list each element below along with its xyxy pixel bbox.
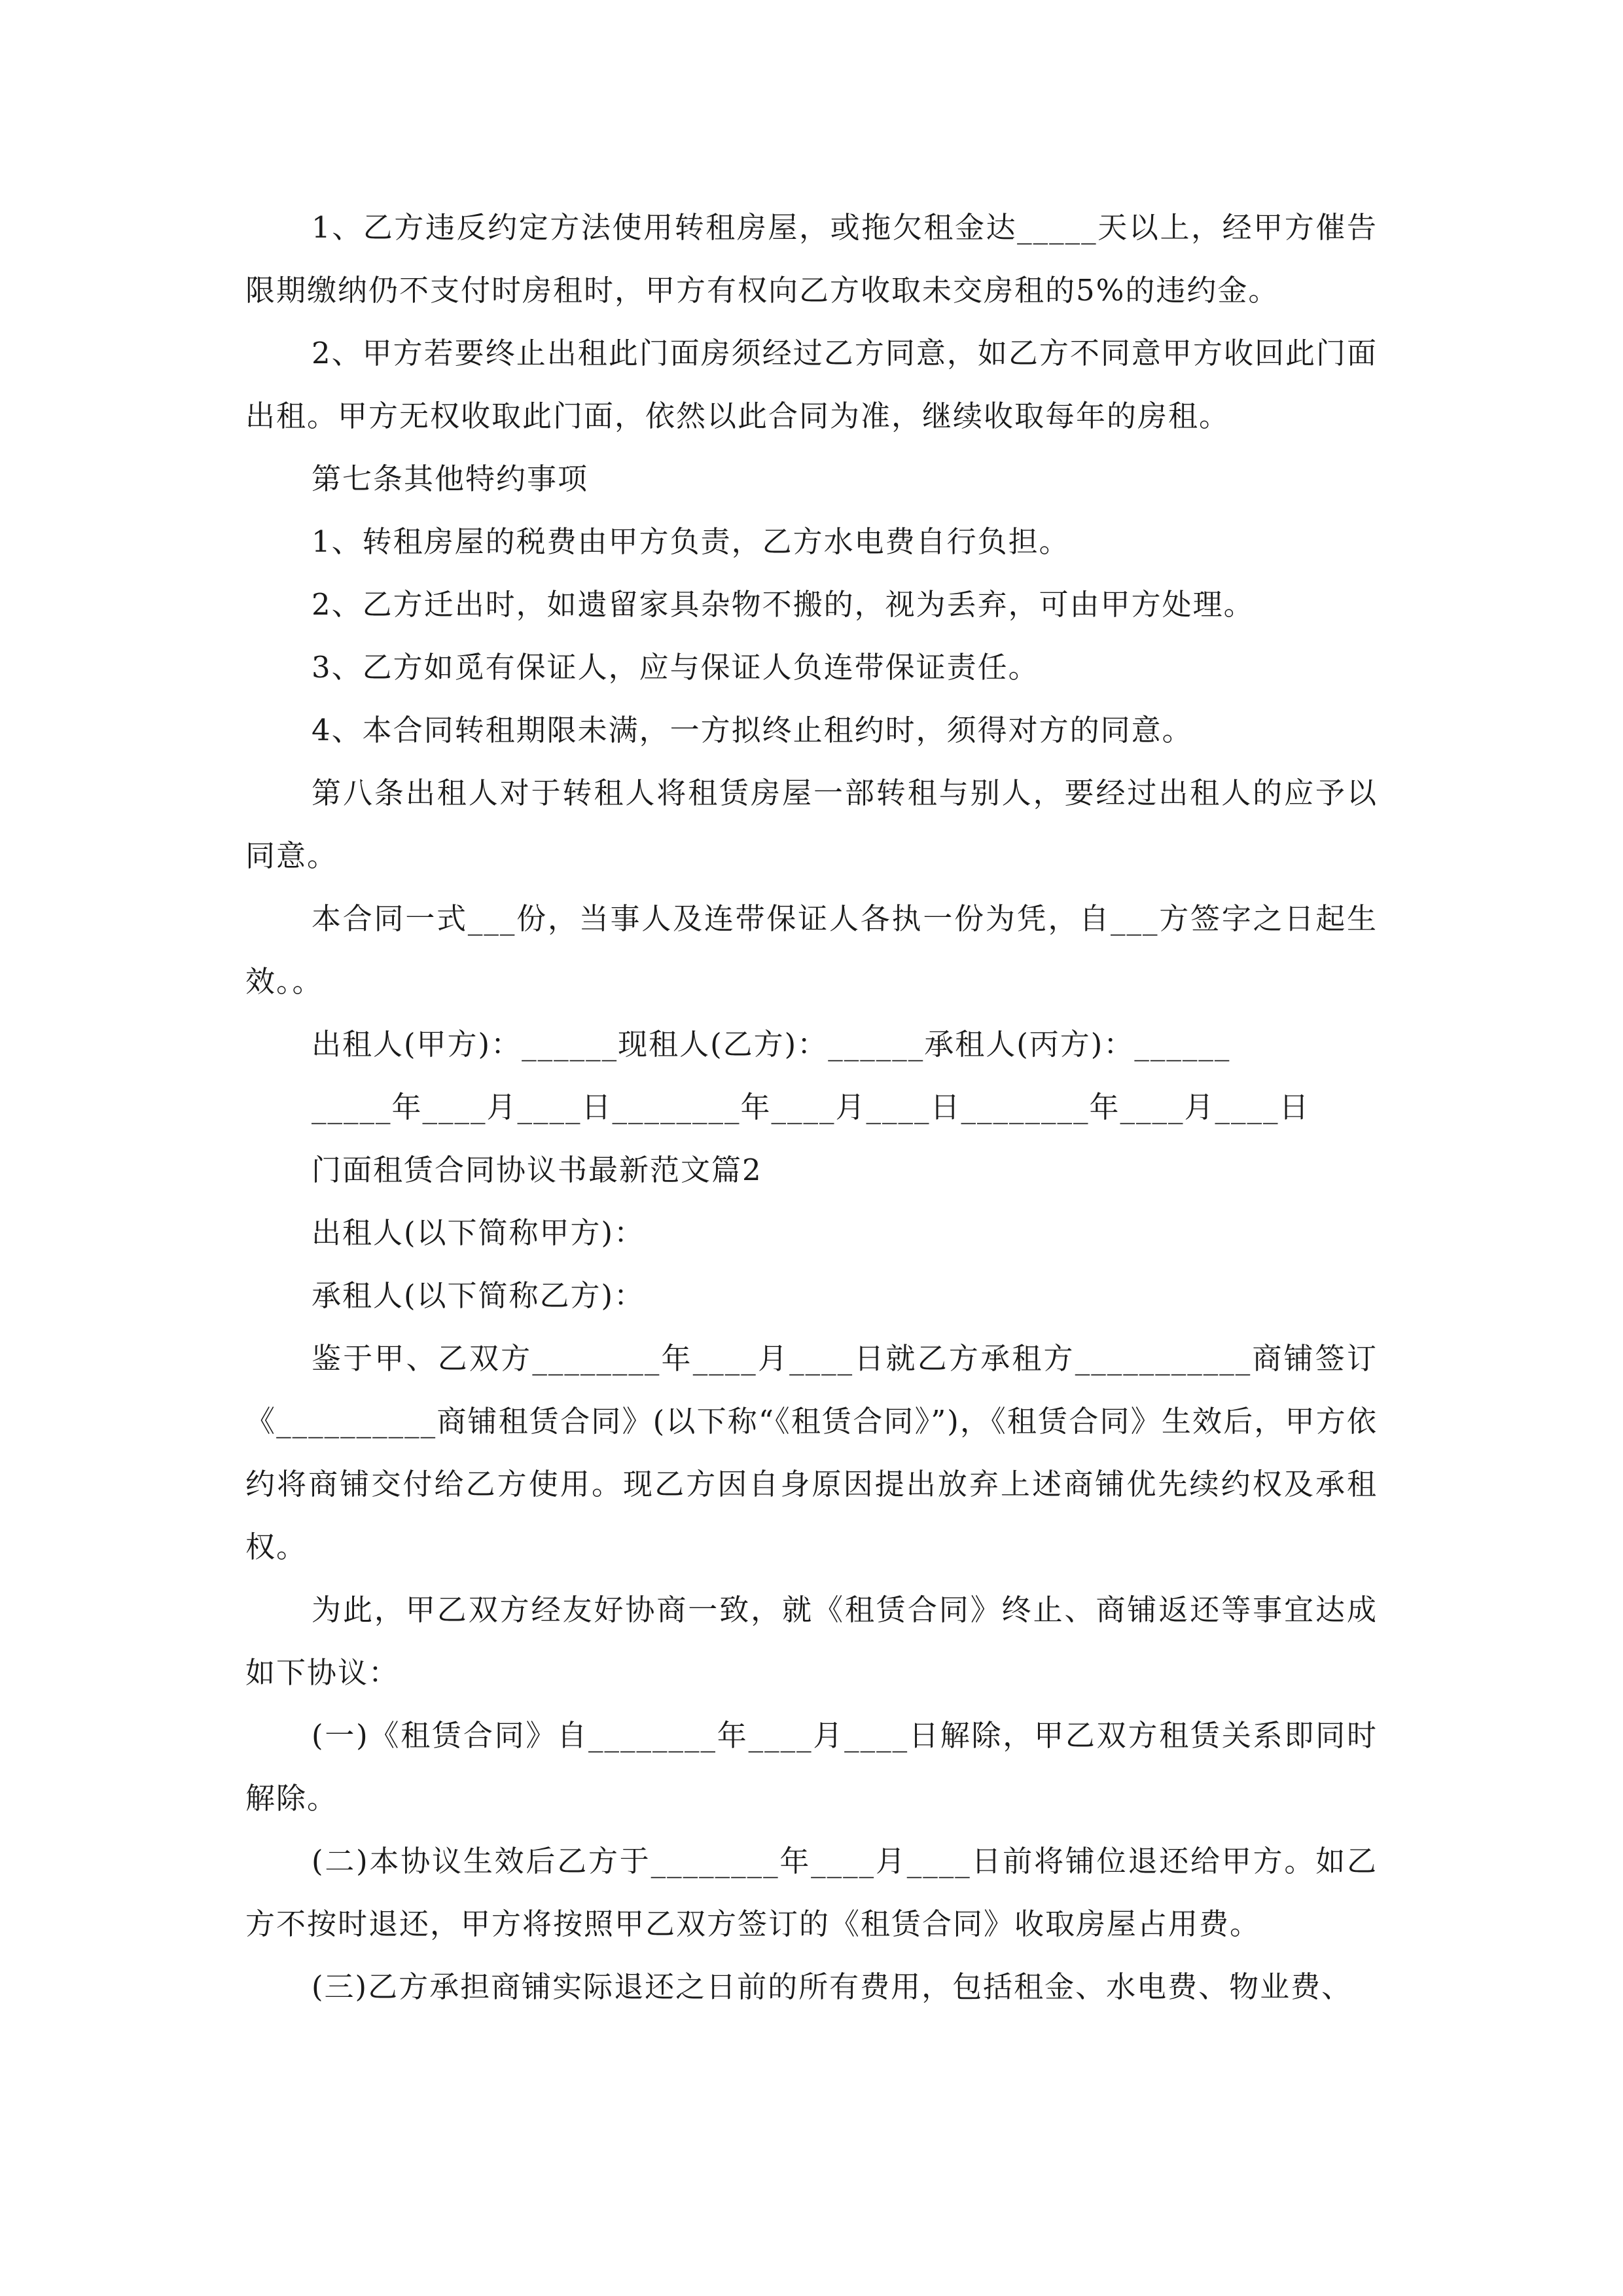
paragraph-background: 鉴于甲、乙双方________年____月____日就乙方承租方___________商铺签订《__________商铺租赁合同》(以下称“《租赁合同》”)，《租赁合同》生效后，甲方依约将商铺交付给乙方使用。现乙方因自身原因提出放弃上述商铺优先续约权及承租权。 xyxy=(245,1341,1378,1564)
paragraph-agreement-intro: 为此，甲乙双方经友好协商一致，就《租赁合同》终止、商铺返还等事宜达成如下协议： xyxy=(245,1592,1378,1690)
paragraph-early-termination-clause: 4、本合同转租期限未满，一方拟终止租约时，须得对方的同意。 xyxy=(312,713,1193,747)
paragraph-guarantor-clause: 3、乙方如觅有保证人，应与保证人负连带保证责任。 xyxy=(312,650,1039,685)
signature-parties-line: 出租人(甲方)：______现租人(乙方)：______承租人(丙方)：______ xyxy=(312,1027,1231,1062)
paragraph-copies-clause: 本合同一式___份，当事人及连带保证人各执一份为凭，自___方签字之日起生效。。 xyxy=(245,901,1378,999)
paragraph-move-out-clause: 2、乙方迁出时，如遗留家具杂物不搬的，视为丢弃，可由甲方处理。 xyxy=(312,587,1255,622)
paragraph-article-8: 第八条出租人对于转租人将租赁房屋一部转租与别人，要经过出租人的应予以同意。 xyxy=(245,776,1378,873)
section-heading-article-7: 第七条其他特约事项 xyxy=(312,461,589,496)
signature-dates-line: _____年____月____日________年____月____日________年____月____日 xyxy=(312,1090,1310,1124)
paragraph-item-3: (三)乙方承担商铺实际退还之日前的所有费用，包括租金、水电费、物业费、 xyxy=(312,1969,1353,2004)
party-a-label: 出租人(以下简称甲方)： xyxy=(312,1215,645,1250)
paragraph-tax-clause: 1、转租房屋的税费由甲方负责，乙方水电费自行负担。 xyxy=(312,524,1070,559)
paragraph-item-2: (二)本协议生效后乙方于________年____月____日前将铺位退还给甲方。如乙方不按时退还，甲方将按照甲乙双方签订的《租赁合同》收取房屋占用费。 xyxy=(245,1844,1378,1941)
party-b-label: 承租人(以下简称乙方)： xyxy=(312,1278,645,1313)
section-heading-sample-2: 门面租赁合同协议书最新范文篇2 xyxy=(312,1153,762,1187)
paragraph-breach-clause: 1、乙方违反约定方法使用转租房屋，或拖欠租金达_____天以上，经甲方催告限期缴纳仍不支付时房租时，甲方有权向乙方收取未交房租的5%的违约金。 xyxy=(245,210,1378,308)
document-body xyxy=(245,196,1378,2018)
paragraph-item-1: (一)《租赁合同》自________年____月____日解除，甲乙双方租赁关系即同时解除。 xyxy=(245,1718,1378,1816)
paragraph-termination-clause: 2、甲方若要终止出租此门面房须经过乙方同意，如乙方不同意甲方收回此门面出租。甲方无权收取此门面，依然以此合同为准，继续收取每年的房租。 xyxy=(245,336,1378,433)
